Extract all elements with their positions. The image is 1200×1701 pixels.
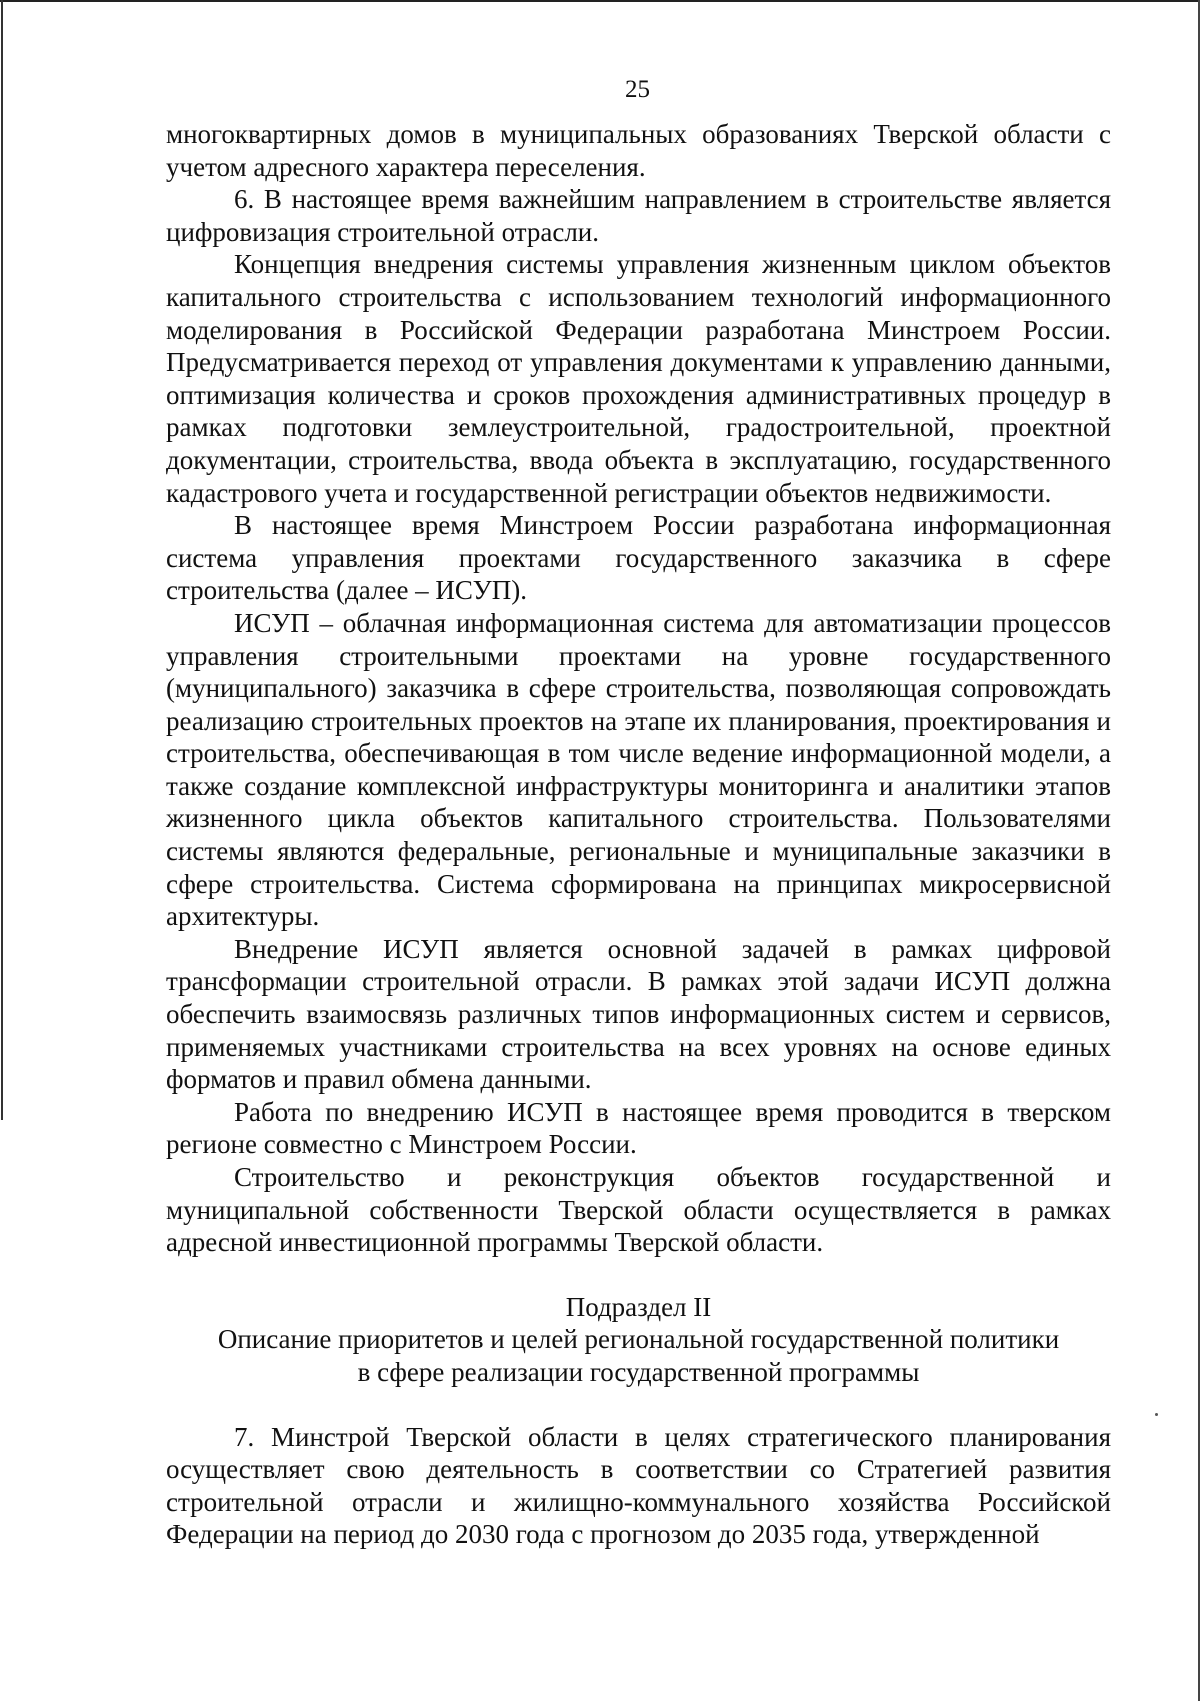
paragraph-isup-implementation: Внедрение ИСУП является основной задачей в рамках цифровой трансформации строительной отрасли. В рамках этой задачи ИСУП должна обеспечить взаимосвязь различных типов информационных систем и сервисов, применяемых участниками строительства на всех уровнях на основе единых форматов и правил обмена данными. [166, 933, 1111, 1095]
section-heading [166, 1291, 1111, 1389]
section-title-line-2: в сфере реализации государственной программы [357, 1356, 920, 1387]
paragraph-item-6: 6. В настоящее время важнейшим направлением в строительстве является цифровизация строительной отрасли. [166, 184, 1111, 247]
paragraph-isup-work: Работа по внедрению ИСУП в настоящее время проводится в тверском регионе совместно с Минстроем России. [166, 1096, 1111, 1160]
paragraph-concept: Концепция внедрения системы управления жизненным циклом объектов капитального строительства с использованием технологий информационного моделирования в Российской Федерации разработана Минстроем России. Предусматривается переход от управления документами к управлению данными, оптимизация количества и сроков прохождения административных процедур в рамках подготовки землеустроительной, градостроительной, проектной документации, строительства, ввода объекта в эксплуатацию, государственного кадастрового учета и государственной регистрации объектов недвижимости. [166, 249, 1111, 508]
paragraph-construction: Строительство и реконструкция объектов государственной и муниципальной собственности Тверской области осуществляется в рамках адресной инвестиционной программы Тверской области. [166, 1162, 1111, 1258]
scan-edge-left [1, 0, 3, 1120]
section-title-line-1: Описание приоритетов и целей региональной государственной политики [217, 1324, 1060, 1355]
scan-edge-top [0, 0, 1200, 2]
paragraph-isup-intro: В настоящее время Минстроем России разработана информационная система управления проектами государственного заказчика в сфере строительства (далее – ИСУП). [166, 510, 1111, 606]
paragraph-item-7: 7. Минстрой Тверской области в целях стратегического планирования осуществляет свою деятельность в соответствии со Стратегией развития строительной отрасли и жилищно-коммунального хозяйства Российской Федерации на период до 2030 года с прогнозом до 2035 года, утвержденной [166, 1421, 1111, 1550]
paragraph-continuation: многоквартирных домов в муниципальных образованиях Тверской области с учетом адресного характера переселения. [166, 119, 1111, 182]
scan-speck [1155, 1413, 1158, 1416]
page-number: 25 [625, 76, 650, 103]
section-label: Подраздел II [565, 1291, 712, 1322]
document-body [166, 118, 1111, 1551]
paragraph-isup-description: ИСУП – облачная информационная система для автоматизации процессов управления строительными проектами на уровне государственного (муниципального) заказчика в сфере строительства, позволяющая сопровождать реализацию строительных проектов на этапе их планирования, проектирования и строительства, обеспечивающая в том числе ведение информационной модели, а также создание комплексной инфраструктуры мониторинга и аналитики этапов жизненного цикла объектов капитального строительства. Пользователями системы являются федеральные, региональные и муниципальные заказчики в сфере строительства. Система сформирована на принципах микросервисной архитектуры. [166, 607, 1111, 932]
